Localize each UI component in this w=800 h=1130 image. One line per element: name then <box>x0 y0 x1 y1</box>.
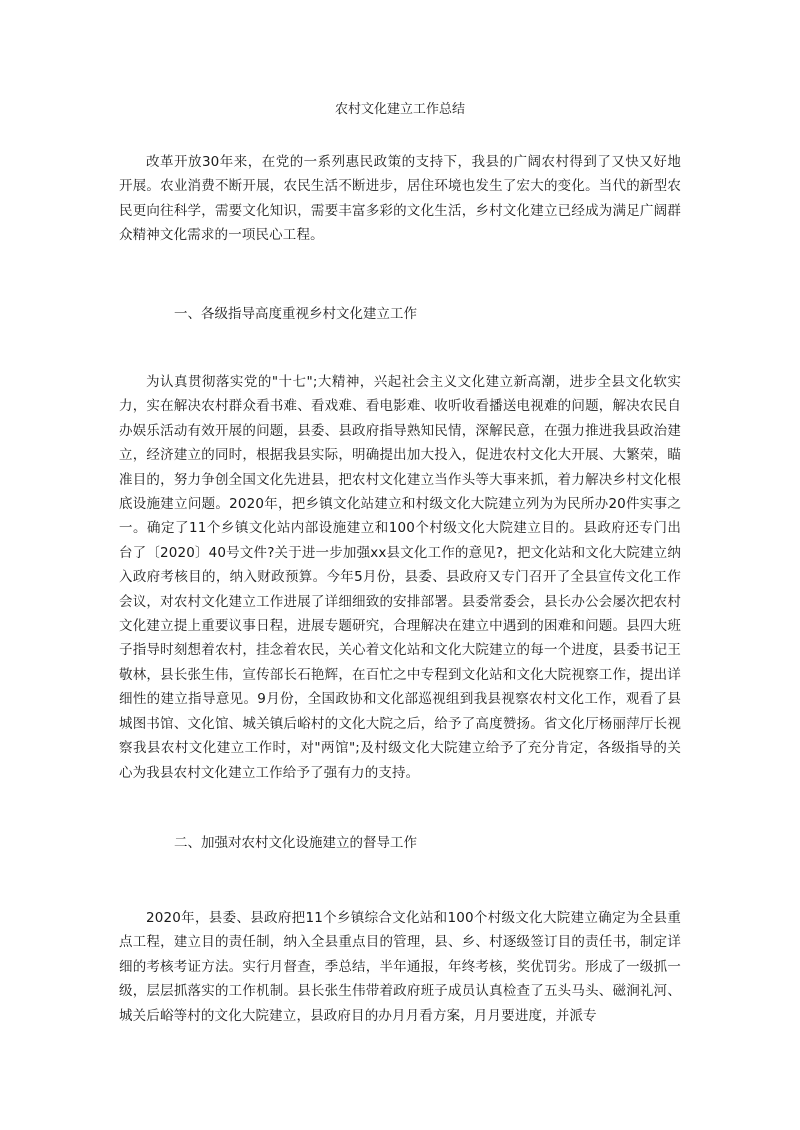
section-heading-2: 二、加强对农村文化设施建立的督导工作 <box>174 835 417 851</box>
section-body-2: 2020年，县委、县政府把11个乡镇综合文化站和100个村级文化大院建立确定为全县重点工程，建立目的责任制，纳入全县重点目的管理，县、乡、村逐级签订目的责任书，制定详细的考核考证方法。实行月督查，季总结，半年通报，年终考核，奖优罚劣。形成了一级抓一级，层层抓落实的工作机制。县长张生伟带着政府班子成员认真检查了五头马头、磁涧礼河、城关后峪等村的文化大院建立，县政府目的办月月看方案，月月要进度，并派专 <box>119 910 681 1024</box>
intro-paragraph: 改革开放30年来，在党的一系列惠民政策的支持下，我县的广阔农村得到了又快又好地开展。农业消费不断开展，农民生活不断进步，居住环境也发生了宏大的变化。当代的新型农民更向往科学，需要文化知识，需要丰富多彩的文化生活，乡村文化建立已经成为满足广阔群众精神文化需求的一项民心工程。 <box>119 154 681 244</box>
section-heading-1: 一、各级指导高度重视乡村文化建立工作 <box>174 306 417 322</box>
document-title: 农村文化建立工作总结 <box>334 102 465 117</box>
section-body-1: 为认真贯彻落实党的"十七";大精神，兴起社会主义文化建立新高潮，进步全县文化软实力，实在解决农村群众看书难、看戏难、看电影难、收听收看播送电视难的问题，解决农民自办娱乐活动有效开展的问题，县委、县政府指导熟知民情，深解民意，在强力推进我县政治建立，经济建立的同时，根据我县实际，明确提出加大投入，促进农村文化大开展、大繁荣，瞄准目的，努力争创全国文化先进县，把农村文化建立当作头等大事来抓，着力解决乡村文化根底设施建立问题。2020年，把乡镇文化站建立和村级文化大院建立列为为民所办20件实事之一。确定了11个乡镇文化站内部设施建立和100个村级文化大院建立目的。县政府还专门出台了〔2020〕40号文件?关于进一步加强xx县文化工作的意见?，把文化站和文化大院建立纳入政府考核目的，纳入财政预算。今年5月份，县委、县政府又专门召开了全县宣传文化工作会议，对农村文化建立工作进展了详细细致的安排部署。县委常委会，县长办公会屡次把农村文化建立提上重要议事日程，进展专题研究，合理解决在建立中遇到的困难和问题。县四大班子指导时刻想着农村，挂念着农民，关心着文化站和文化大院建立的每一个进度，县委书记王敬林，县长张生伟，宣传部长石艳辉，在百忙之中专程到文化站和文化大院视察工作，提出详细性的建立指导意见。9月份，全国政协和文化部巡视组到我县视察农村文化工作，观看了县城图书馆、文化馆、城关镇后峪村的文化大院之后，给予了高度赞扬。省文化厅杨丽萍厅长视察我县农村文化建立工作时，对"两馆";及村级文化大院建立给予了充分肯定，各级指导的关心为我县农村文化建立工作给予了强有力的支持。 <box>119 374 681 781</box>
